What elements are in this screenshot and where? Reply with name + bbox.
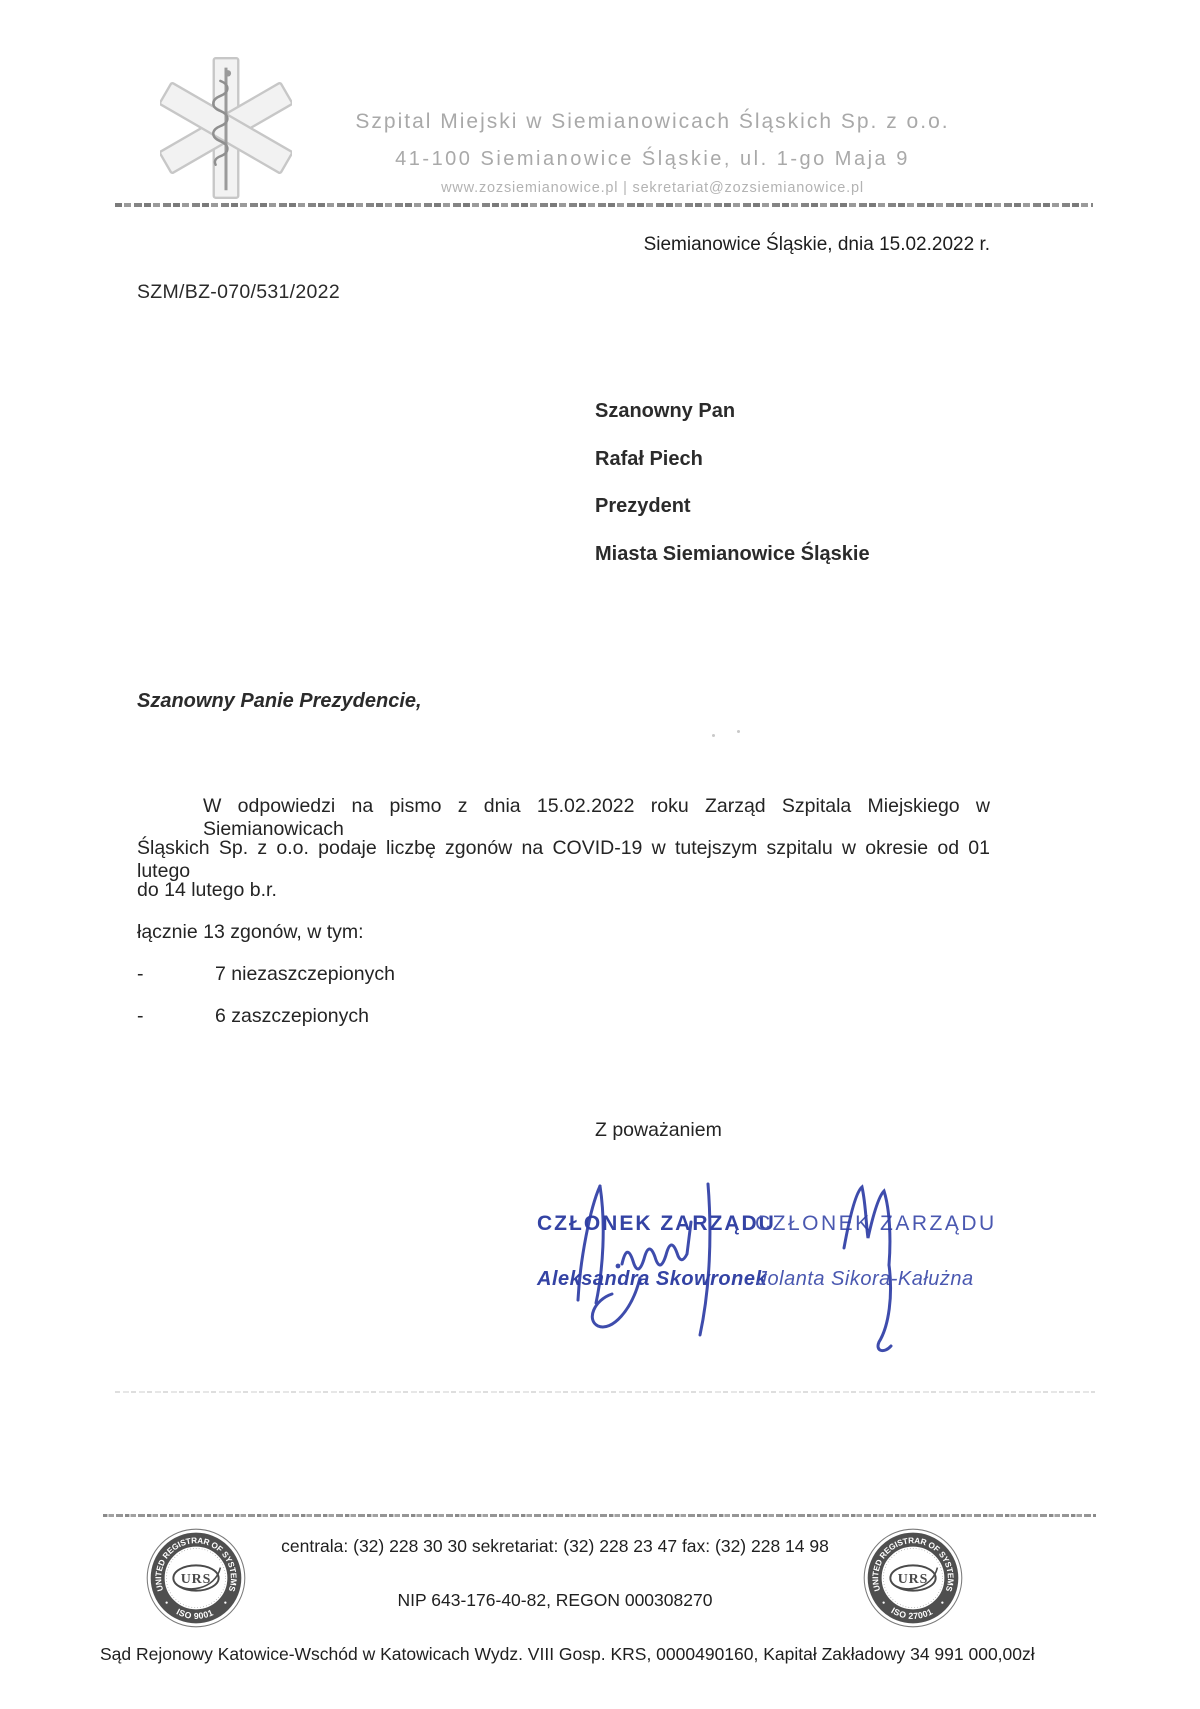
signature-scribble-right — [844, 1187, 891, 1351]
body-summary-line: łącznie 13 zgonów, w tym: — [137, 921, 364, 943]
header-contact: www.zozsiemianowice.pl | sekretariat@zozsiemianowice.pl — [441, 180, 864, 196]
salutation: Szanowny Panie Prezydencie, — [137, 690, 422, 712]
handwritten-signatures — [500, 1170, 1020, 1370]
header-org-name: Szpital Miejski w Siemianowicach Śląskich Sp. z o.o. — [355, 110, 950, 133]
scan-artifact-dot — [712, 734, 715, 737]
seal-center-text: URS — [897, 1571, 929, 1587]
iso-seal-left — [135, 1517, 257, 1639]
signature-scribble-left — [578, 1184, 710, 1335]
recipient-line: Szanowny Pan — [595, 400, 736, 422]
bullet-item: 7 niezaszczepionych — [215, 963, 395, 985]
recipient-line: Miasta Siemianowice Śląskie — [595, 542, 870, 565]
header-address: 41-100 Siemianowice Śląskie, ul. 1-go Maja 9 — [395, 148, 910, 170]
seal-ring-text: UNITED REGISTRAR OF SYSTEMS — [154, 1536, 239, 1594]
body-paragraph-line1: W odpowiedzi na pismo z dnia 15.02.2022 roku Zarząd Szpitala Miejskiego w Siemianowicach — [203, 795, 990, 840]
signature-title-left: CZŁONEK ZARZĄDU — [537, 1212, 776, 1235]
body-paragraph-line2: Śląskich Sp. z o.o. podaje liczbę zgonów na COVID-19 w tutejszym szpitalu w okresie od 01 lutego — [137, 837, 990, 882]
bullet-dash: - — [137, 963, 144, 985]
date-line: Siemianowice Śląskie, dnia 15.02.2022 r. — [643, 234, 990, 255]
footer-faint-line — [115, 1391, 1095, 1393]
footer-phones: centrala: (32) 228 30 30 sekretariat: (32) 228 23 47 fax: (32) 228 14 98 — [281, 1536, 829, 1556]
bullet-dash: - — [137, 1005, 144, 1027]
header-separator — [115, 203, 1093, 207]
signature-name-right: Jolanta Sikora-Kałużna — [757, 1268, 974, 1290]
scan-artifact-dot — [737, 730, 740, 733]
seal-center-text: URS — [180, 1571, 212, 1587]
footer-court-line: Sąd Rejonowy Katowice-Wschód w Katowicach Wydz. VIII Gosp. KRS, 0000490160, Kapitał Zakładowy 34 991 000,00zł — [100, 1644, 1035, 1664]
seal-iso-text: ISO 27001 — [889, 1605, 935, 1621]
iso-seal-right — [852, 1517, 974, 1639]
seal-iso-text: ISO 9001 — [174, 1606, 216, 1621]
body-paragraph-line3: do 14 lutego b.r. — [137, 879, 277, 901]
footer-nip-regon: NIP 643-176-40-82, REGON 000308270 — [397, 1590, 713, 1610]
seal-ring-text: UNITED REGISTRAR OF SYSTEMS — [871, 1536, 956, 1594]
bullet-item: 6 zaszczepionych — [215, 1005, 369, 1027]
closing-line: Z poważaniem — [595, 1119, 722, 1141]
recipient-line: Rafał Piech — [595, 447, 703, 470]
signature-title-right: CZŁONEK ZARZĄDU — [755, 1212, 997, 1235]
reference-number: SZM/BZ-070/531/2022 — [137, 281, 340, 303]
star-of-life-icon — [160, 52, 292, 204]
recipient-line: Prezydent — [595, 495, 691, 517]
recipient-block — [595, 388, 870, 578]
signature-name-left: Aleksandra Skowronek — [537, 1268, 768, 1290]
